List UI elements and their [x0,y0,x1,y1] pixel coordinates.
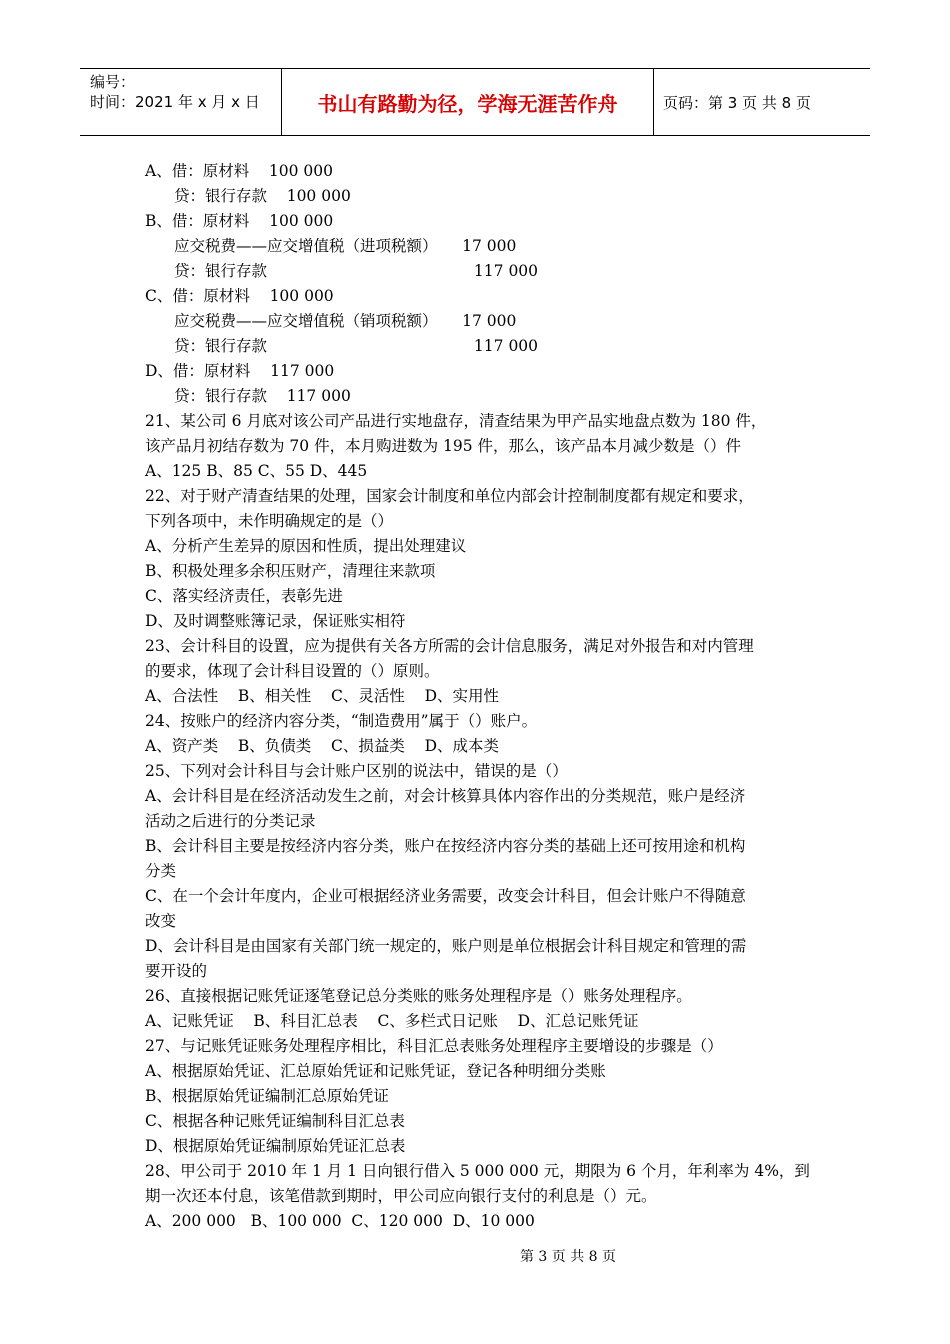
option-line: B、根据原始凭证编制汇总原始凭证 [145,1087,389,1105]
question-line: 27、与记账凭证账务处理程序相比，科目汇总表账务处理程序主要增设的步骤是（） [145,1037,723,1055]
question-line: 22、对于财产清查结果的处理，国家会计制度和单位内部会计控制制度都有规定和要求， [145,487,754,505]
option-line: D、借：原材料 117 000 [145,362,335,380]
option-line: A、分析产生差异的原因和性质，提出处理建议 [145,537,467,555]
option-line: 要开设的 [145,962,208,980]
question-line: 24、按账户的经济内容分类，“制造费用”属于（）账户。 [145,712,538,730]
option-line: 活动之后进行的分类记录 [145,812,316,830]
option-line: A、借：原材料 100 000 [145,162,333,180]
header-motto: 书山有路勤为径，学海无涯苦作舟 [317,91,618,116]
option-line: A、200 000 B、100 000 C、120 000 D、10 000 [145,1212,535,1230]
page-footer: 第 3 页 共 8 页 [519,1249,617,1265]
question-line: 21、某公司 6 月底对该公司产品进行实地盘存，清查结果为甲产品实地盘点数为 180 件， [145,412,767,430]
option-line: C、借：原材料 100 000 [145,287,334,305]
question-line: 25、下列对会计科目与会计账户区别的说法中，错误的是（） [145,762,568,780]
number-label: 编号： [90,73,136,91]
option-line: B、积极处理多余积压财产，清理往来款项 [145,562,436,580]
option-line: C、在一个会计年度内，企业可根据经济业务需要，改变会计科目，但会计账户不得随意 [145,887,746,905]
header-meta [80,69,281,135]
question-line: 的要求，体现了会计科目设置的（）原则。 [145,662,440,680]
option-line: C、根据各种记账凭证编制科目汇总表 [145,1112,405,1130]
option-line: B、会计科目主要是按经济内容分类，账户在按经济内容分类的基础上还可按用途和机构 [145,837,746,855]
page-header [80,68,870,136]
option-line: A、记账凭证 B、科目汇总表 C、多栏式日记账 D、汇总记账凭证 [145,1012,639,1030]
question-line: 期一次还本付息，该笔借款到期时，甲公司应向银行支付的利息是（）元。 [145,1187,657,1205]
option-line: 贷：银行存款 100 000 [174,187,351,205]
option-line: D、会计科目是由国家有关部门统一规定的，账户则是单位根据会计科目规定和管理的需 [145,937,747,955]
option-line: 贷：银行存款 117 000 [174,387,351,405]
option-line: A、资产类 B、负债类 C、损益类 D、成本类 [145,737,499,755]
document-body [145,159,810,1234]
header-divider [653,69,654,135]
time-label: 时间：2021 年 x 月 x 日 [90,93,260,111]
option-line: 改变 [145,912,177,930]
option-line: D、根据原始凭证编制原始凭证汇总表 [145,1137,406,1155]
question-line: 下列各项中，未作明确规定的是（） [145,512,394,530]
option-line: B、借：原材料 100 000 [145,212,334,230]
question-line: 该产品月初结存数为 70 件，本月购进数为 195 件，那么，该产品本月减少数是（）件 [145,437,742,455]
option-line: C、落实经济责任，表彰先进 [145,587,343,605]
option-line: A、合法性 B、相关性 C、灵活性 D、实用性 [145,687,499,705]
question-line: 26、直接根据记账凭证逐笔登记总分类账的账务处理程序是（）账务处理程序。 [145,987,692,1005]
option-line: A、125 B、85 C、55 D、445 [145,462,368,480]
option-line: 贷：银行存款 117 000 [174,337,539,355]
question-line: 23、会计科目的设置，应为提供有关各方所需的会计信息服务，满足对外报告和对内管理 [145,637,754,655]
option-line: A、根据原始凭证、汇总原始凭证和记账凭证，登记各种明细分类账 [145,1062,606,1080]
option-line: 应交税费——应交增值税（销项税额） 17 000 [174,312,517,330]
option-line: 贷：银行存款 117 000 [174,262,539,280]
option-line: D、及时调整账簿记录，保证账实相符 [145,612,406,630]
question-line: 28、甲公司于 2010 年 1 月 1 日向银行借入 5 000 000 元，期限为 6 个月，年利率为 4%，到 [145,1162,810,1180]
header-page-info: 页码：第 3 页 共 8 页 [663,93,811,112]
option-line: 应交税费——应交增值税（进项税额） 17 000 [174,237,517,255]
option-line: A、会计科目是在经济活动发生之前，对会计核算具体内容作出的分类规范，账户是经济 [145,787,746,805]
option-line: 分类 [145,862,177,880]
